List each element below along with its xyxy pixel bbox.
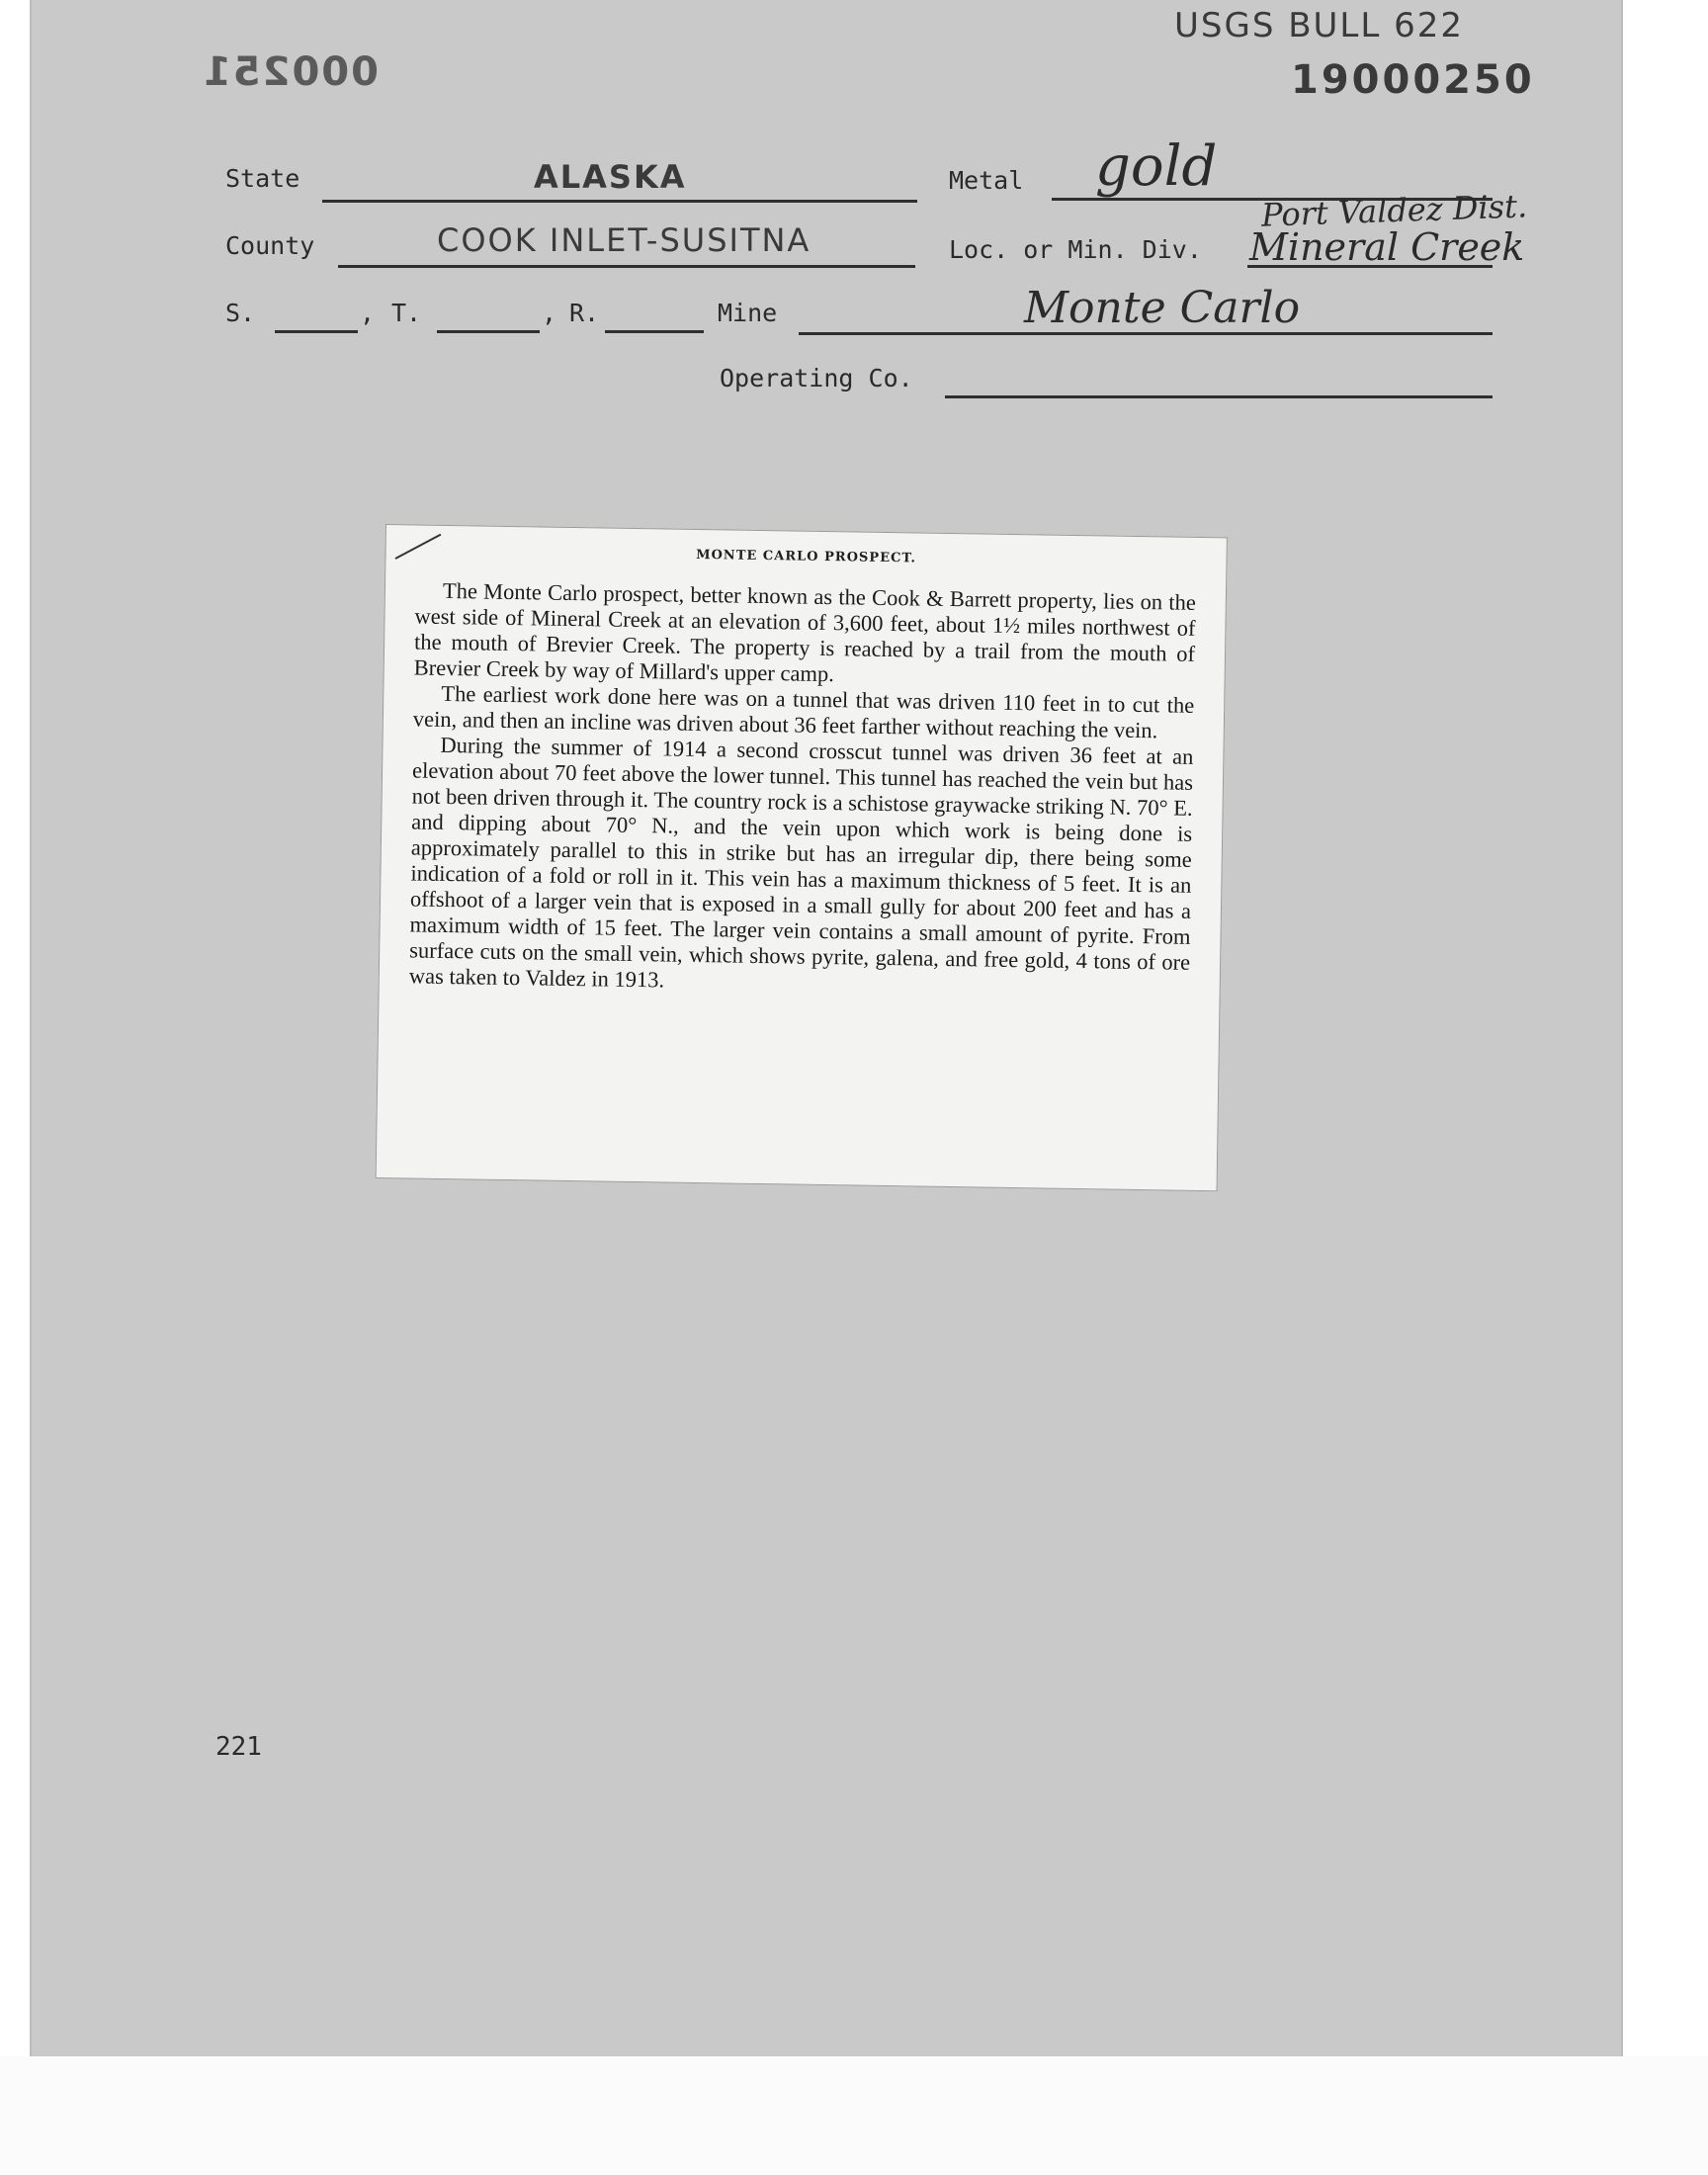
operating-co-line [945, 395, 1493, 398]
mine-label: Mine [718, 299, 778, 327]
mirrored-record-number: 000251 [202, 49, 379, 95]
scan-margin [0, 2056, 1708, 2175]
record-number: 19000250 [1291, 57, 1535, 103]
clipping-paragraph: During the summer of 1914 a second crosscut tunnel was driven 36 feet at an elevation about 70 feet above the lower tunnel. This tunnel has reached the vein but has not been driven through it. The country rock is a schistose graywacke striking N. 70° E. and dipping about 70° N., and the vein upon which work is being done is approximately parallel to this in strike but has an irregular dip, there being some indication of a fold or roll in it. This vein has a maximum thickness of 5 feet. It is an offshoot of a larger vein that is exposed in a small gully for about 200 feet and has a maximum width of 15 feet. The larger vein contains a small amount of pyrite. From surface cuts on the small vein, which shows pyrite, galena, and free gold, 4 tons of ore was taken to Valdez in 1913. [408, 732, 1194, 993]
page-number: 221 [215, 1732, 262, 1762]
township-line [437, 330, 540, 333]
metal-label: Metal [949, 166, 1024, 195]
comma-2: , [542, 299, 557, 327]
clipping-title: MONTE CARLO PROSPECT. [696, 547, 917, 566]
range-label: R. [569, 299, 600, 327]
loc-value-line1: Port Valdez Dist. [1260, 187, 1528, 234]
clipping-paragraph: The Monte Carlo prospect, better known as the Cook & Barrett property, lies on the west side of Mineral Creek at an elevation of 3,600 feet, about 1½ miles northwest of the mouth of Brevier Creek. The property is reached by a trail from the mouth of Brevier Creek by way of Millard's upper camp. [413, 577, 1197, 687]
section-label: S. [225, 299, 256, 327]
section-line [275, 330, 358, 333]
township-label: T. [391, 299, 422, 327]
county-line [338, 265, 915, 268]
bulletin-clipping [376, 524, 1228, 1191]
mine-value: Monte Carlo [1024, 283, 1301, 333]
state-line [322, 200, 917, 203]
county-label: County [225, 231, 315, 260]
state-value: ALASKA [534, 158, 687, 196]
operating-co-label: Operating Co. [720, 364, 913, 392]
clipping-paragraph: The earliest work done here was on a tunnel that was driven 110 feet in to cut the vein, and then an incline was driven about 36 feet farther without reaching the vein. [412, 680, 1195, 743]
range-line [605, 330, 704, 333]
comma-1: , [360, 299, 376, 327]
loc-value-line2: Mineral Creek [1249, 225, 1525, 269]
loc-label: Loc. or Min. Div. [949, 235, 1202, 264]
state-label: State [225, 164, 300, 193]
county-value: COOK INLET-SUSITNA [437, 221, 811, 259]
series-stamp: USGS BULL 622 [1174, 6, 1465, 45]
metal-value: gold [1095, 134, 1218, 199]
clipping-body [409, 577, 1196, 1000]
